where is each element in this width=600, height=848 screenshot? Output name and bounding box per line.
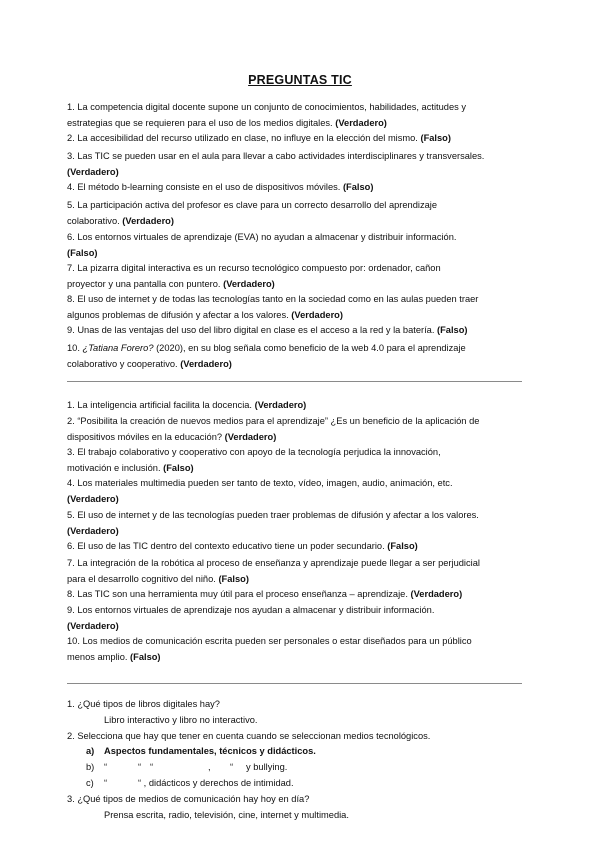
s3-answer-3: Prensa escrita, radio, televisión, cine, internet y multimedia. <box>104 810 349 820</box>
s1-question-8: 8. El uso de internet y de todas las tecnologías tanto en la sociedad como en las aulas pueden traer algunos problemas de difusión y afectar a los valores. (Verdadero) <box>67 294 479 320</box>
s3-question-2: 2. Selecciona que hay que tener en cuenta cuando se seleccionan medios tecnológicos. <box>67 731 431 741</box>
s1-question-2: 2. La accesibilidad del recurso utilizado en clase, no influye en la elección del mismo. (Falso) <box>67 133 451 143</box>
s2-question-2: 2. “Posibilita la creación de nuevos medios para el aprendizaje” ¿Es un beneficio de la aplicación de dispositivos móviles en la educación? (Verdadero) <box>67 416 480 442</box>
section-divider-1 <box>67 381 522 382</box>
section-divider-2 <box>67 683 522 684</box>
s3-question-3: 3. ¿Qué tipos de medios de comunicación hay hoy en día? <box>67 794 310 804</box>
s3-option-b-mark-3: “ <box>150 762 154 772</box>
s2-question-6: 6. El uso de las TIC dentro del contexto educativo tiene un poder secundario. (Falso) <box>67 541 418 551</box>
s3-answer-1: Libro interactivo y libro no interactivo. <box>104 715 258 725</box>
s1-question-5: 5. La participación activa del profesor es clave para un correcto desarrollo del aprendizaje colaborativo. (Verdadero) <box>67 200 438 226</box>
s3-option-b-mark-1: “ <box>104 762 108 772</box>
s1-question-9: 9. Unas de las ventajas del uso del libro digital en clase es el acceso a la red y la batería. (Falso) <box>67 325 468 335</box>
s1-question-3: 3. Las TIC se pueden usar en el aula para llevar a cabo actividades interdisciplinares y transversales. (Verdadero) <box>67 151 485 177</box>
s3-option-a: Aspectos fundamentales, técnicos y didácticos. <box>104 746 316 756</box>
s3-option-b-mark-2: “ <box>138 762 142 772</box>
s3-option-b-end: y bullying. <box>246 762 288 772</box>
s1-question-4: 4. El método b-learning consiste en el uso de dispositivos móviles. (Falso) <box>67 182 374 192</box>
s2-question-1: 1. La inteligencia artificial facilita la docencia. (Verdadero) <box>67 400 307 410</box>
s3-option-c-letter: c) <box>86 778 94 788</box>
s3-option-b-mark-5: “ <box>230 762 234 772</box>
s2-question-7: 7. La integración de la robótica al proceso de enseñanza y aprendizaje puede llegar a ser perjudicial para el desarrollo cognitivo del niño. (Falso) <box>67 558 480 584</box>
s3-question-1: 1. ¿Qué tipos de libros digitales hay? <box>67 699 220 709</box>
s2-question-5: 5. El uso de internet y de las tecnologías pueden traer problemas de difusión y afectar a los valores. (Verdadero) <box>67 510 479 536</box>
page-title: PREGUNTAS TIC <box>248 73 352 87</box>
s2-question-4: 4. Los materiales multimedia pueden ser tanto de texto, vídeo, imagen, audio, animación, etc. (Verdadero) <box>67 478 453 504</box>
s2-question-9: 9. Los entornos virtuales de aprendizaje nos ayudan a almacenar y distribuir información. (Verdadero) <box>67 605 435 631</box>
s3-option-a-letter: a) <box>86 746 95 756</box>
s1-question-6: 6. Los entornos virtuales de aprendizaje (EVA) no ayudan a almacenar y distribuir información. (Falso) <box>67 232 457 258</box>
s1-question-10: 10. ¿Tatiana Forero? (2020), en su blog señala como beneficio de la web 4.0 para el aprendizaje colaborativo y cooperativo. (Verdadero) <box>67 343 466 369</box>
s1-question-1: 1. La competencia digital docente supone un conjunto de conocimientos, habilidades, actitudes y estrategias que se requieren para el uso de los medios digitales. (Verdadero) <box>67 102 466 128</box>
s3-option-b-letter: b) <box>86 762 95 772</box>
s2-question-10: 10. Los medios de comunicación escrita pueden ser personales o estar diseñados para un público menos amplio. (Falso) <box>67 636 472 662</box>
s3-option-c-mark-1: “ <box>104 778 108 788</box>
s3-option-c-text: “ , didácticos y derechos de intimidad. <box>138 778 294 788</box>
s1-question-7: 7. La pizarra digital interactiva es un recurso tecnológico compuesto por: ordenador, cañon proyector y una pantalla con puntero. (Verdadero) <box>67 263 441 289</box>
s2-question-8: 8. Las TIC son una herramienta muy útil para el proceso enseñanza – aprendizaje. (Verdadero) <box>67 589 463 599</box>
s2-question-3: 3. El trabajo colaborativo y cooperativo con apoyo de la tecnología perjudica la innovación, motivación e inclusión. (Falso) <box>67 447 441 473</box>
s3-option-b-mark-4: , <box>208 762 211 772</box>
